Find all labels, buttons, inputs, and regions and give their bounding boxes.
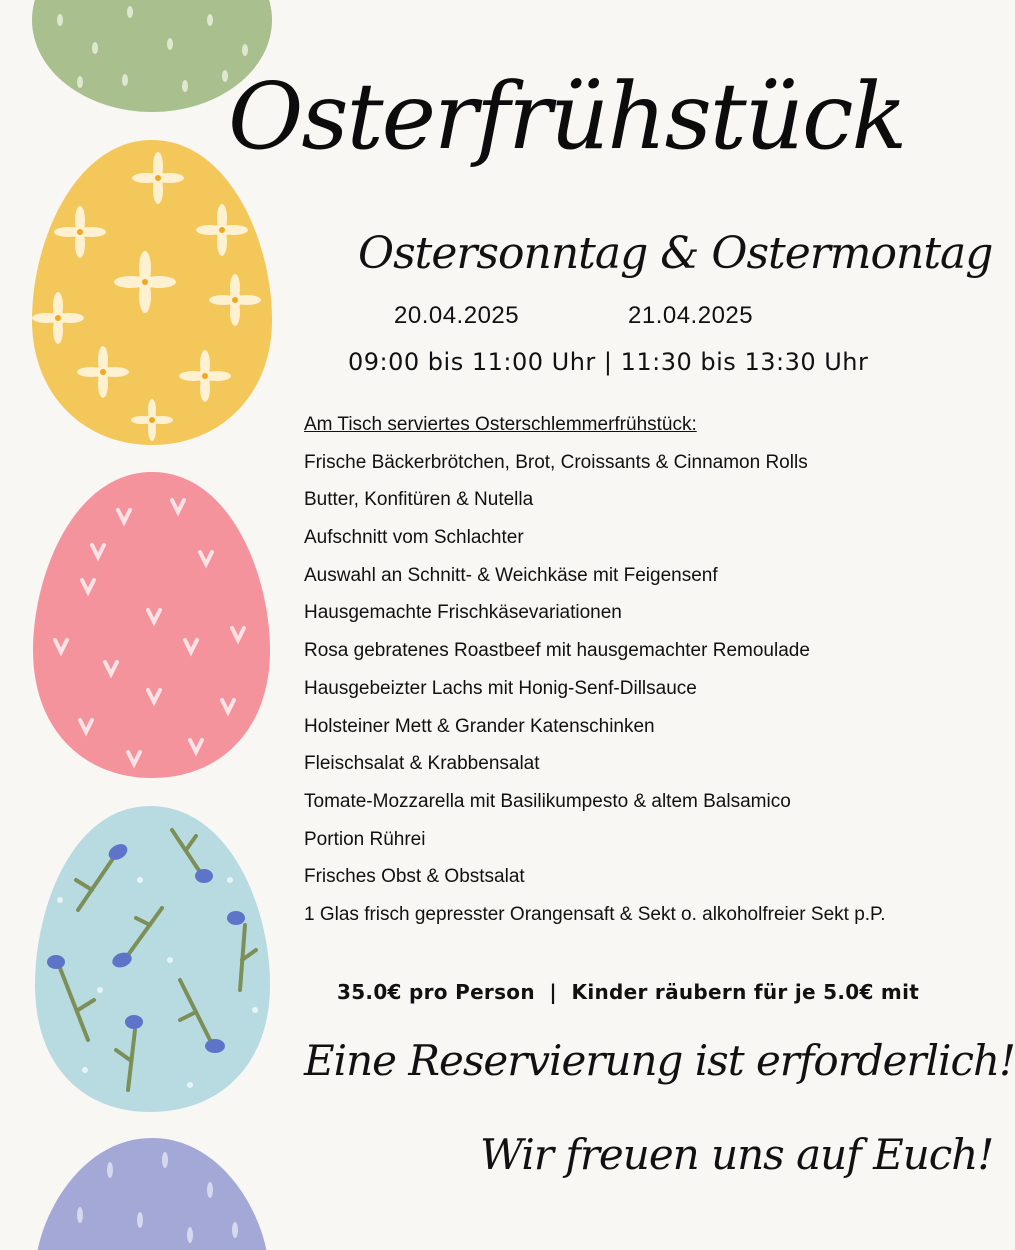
menu-item: Rosa gebratenes Roastbeef mit hausgemachter Remoulade (304, 640, 810, 662)
sunday-date: 20.04.2025 (394, 302, 520, 329)
menu-list (304, 411, 886, 939)
menu-item: Hausgemachte Frischkäsevariationen (304, 602, 622, 624)
menu-item: Fleischsalat & Krabbensalat (304, 753, 540, 775)
menu-item: Holsteiner Mett & Grander Katenschinken (304, 715, 655, 737)
pink-egg-icon (33, 472, 270, 778)
menu-item: Hausgebeizter Lachs mit Honig-Senf-Dillsauce (304, 677, 697, 699)
decorative-easter-eggs (0, 0, 300, 1250)
price-info: 35.0€ pro Person | Kinder räubern für je 5.0€ mit (337, 980, 920, 1004)
blue-egg-icon (35, 806, 270, 1112)
menu-item: Butter, Konfitüren & Nutella (304, 489, 534, 511)
reservation-note: Eine Reservierung ist erforderlich! (304, 1036, 1015, 1085)
menu-item: Aufschnitt vom Schlachter (304, 527, 524, 549)
monday-date: 21.04.2025 (628, 302, 754, 329)
yellow-egg-icon (32, 140, 272, 445)
menu-item: Tomate-Mozzarella mit Basilikumpesto & altem Balsamico (304, 790, 791, 812)
page-title: Osterfrühstück (228, 63, 906, 170)
event-days: Ostersonntag & Ostermontag (358, 228, 993, 279)
menu-item: Portion Rührei (304, 828, 426, 850)
time-slots: 09:00 bis 11:00 Uhr | 11:30 bis 13:30 Uhr (348, 348, 869, 376)
menu-item: Frisches Obst & Obstsalat (304, 866, 525, 888)
welcome-note: Wir freuen uns auf Euch! (480, 1130, 994, 1179)
menu-heading: Am Tisch serviertes Osterschlemmerfrühstück: (304, 414, 697, 435)
purple-egg-icon (36, 1138, 268, 1250)
menu-item: 1 Glas frisch gepresster Orangensaft & Sekt o. alkoholfreier Sekt p.P. (304, 903, 886, 925)
menu-item: Auswahl an Schnitt- & Weichkäse mit Feigensenf (304, 564, 718, 586)
menu-item: Frische Bäckerbrötchen, Brot, Croissants & Cinnamon Rolls (304, 451, 808, 473)
